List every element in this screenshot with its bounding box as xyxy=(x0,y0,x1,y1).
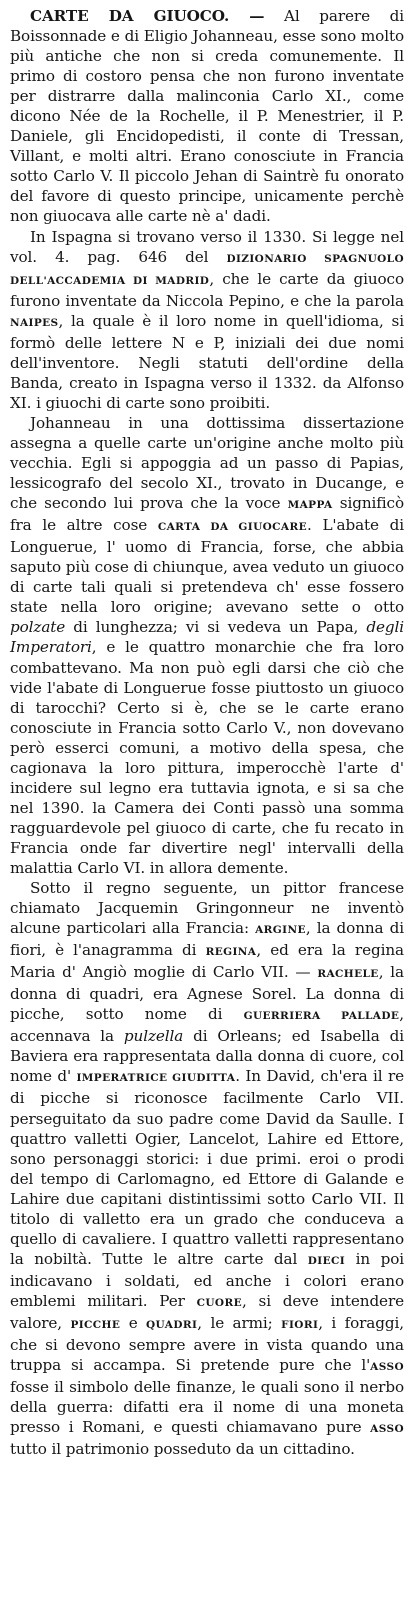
text-run: . In David, ch'era il re di picche si riconosce facilmente Carlo VII. perseguitato da suo padre come David da Saulle. I quattro valletti Ogier, Lancelot, Lahire ed Ettore, sono personaggi storici: i due primi. eroi o prodi del tempo di Carlomagno, ed Ettore di Galande e Lahire due capitani distintissimi sotto Carlo VII. Il titolo di valletto era un grado che conduceva a quello di cavaliere. I quattro valletti rappresentano la nobiltà. Tutte le altre carte dal xyxy=(10,1067,405,1268)
text-run: Sotto il regno seguente, un pittor francese chiamato Jacquemin Gringonneur ne inventò alcune particolari alla Francia: xyxy=(10,879,404,938)
article-body xyxy=(10,6,404,1459)
paragraph-2 xyxy=(10,227,404,413)
small-caps-term: CARTA DA GIUOCARE xyxy=(157,521,308,534)
italic-term: pulzella xyxy=(123,1027,184,1046)
text-run: , la donna di quadri, era Agnese Sorel. La donna di picche, sotto nome di xyxy=(10,963,405,1024)
text-run: , si deve intendere valore, xyxy=(10,1291,404,1332)
text-run: Al parere di Boissonnade e di Eligio Johanneau, esse sono molto più antiche che non si creda comunemente. Il primo di costoro pensa che non furono inventate per distrarre dalla malinconia Carlo XI., come dicono Née de la Rochelle, il P. Menestrier, il P. Daniele, gli Encidopedisti, il conte di Tressan, Villant, e molti altri. Erano conosciute in Francia sotto Carlo V. Il piccolo Jehan di Saintrè fu onorato del favore di questo principe, unicamente perchè non giuocava alle carte nè a' dadi. xyxy=(10,7,404,226)
paragraph-4 xyxy=(10,878,404,1459)
text-run: significò fra le altre cose xyxy=(10,494,404,535)
paragraph-1 xyxy=(10,6,404,227)
small-caps-term: FIORI xyxy=(281,1319,319,1331)
small-caps-term: ASSO xyxy=(370,1361,404,1374)
text-run: di lunghezza; vi si vedeva un Papa, xyxy=(65,618,367,637)
text-run: . L'abate di Longuerue, l' uomo di Francia, forse, che abbia saputo più cose di chiunque, avea veduto un giuoco di carte tali quali si pretendeva ch' esse fossero state nella loro origine; avevano sette o otto xyxy=(10,516,404,617)
text-run: Johanneau in una dottissima dissertazione assegna a quelle carte un'origine anche molto più vecchia. Egli si appoggia ad un passo di Papias, lessicografo del secolo XI., trovato in Ducange, e che secondo lui prova che la voce xyxy=(10,413,404,513)
text-run: e xyxy=(120,1314,147,1332)
text-run: fosse il simbolo delle finanze, le quali sono il nerbo della guerra: difatti era il nome di una moneta presso i Romani, e questi chiamavano pure xyxy=(10,1378,404,1437)
text-run: , le armi; xyxy=(197,1314,282,1332)
text-run: , i foraggi, che si devono sempre avere in vista quando una truppa si accampa. Si pretende pure che l' xyxy=(10,1314,404,1375)
text-run: , la donna di fiori, è l'anagramma di xyxy=(10,919,404,960)
small-caps-term: ASSO xyxy=(370,1423,404,1436)
small-caps-term: PICCHE xyxy=(70,1319,121,1331)
small-caps-term: MAPPA xyxy=(287,499,333,512)
small-caps-term: NAIPES xyxy=(10,316,59,329)
small-caps-term: DIZIONARIO SPAGNUOLO DELL'ACCADEMIA DI MADRID xyxy=(10,252,404,287)
italic-term: polzate xyxy=(10,618,66,637)
small-caps-term: RACHELE xyxy=(317,968,379,981)
small-caps-term: GUERRIERA PALLADE xyxy=(243,1010,400,1023)
text-run: in poi indicavano i soldati, ed anche i colori erano emblemi militari. Per xyxy=(10,1249,404,1310)
text-run: , ed era la regina Maria d' Angiò moglie di Carlo VII. — xyxy=(10,941,404,982)
text-run: , che le carte da giuoco furono inventate da Niccola Pepino, e che la parola xyxy=(10,269,405,310)
text-run: di Orleans; ed Isabella di Baviera era rappresentata dalla donna di cuore, col nome d' xyxy=(10,1027,404,1086)
text-run: , accennava la xyxy=(10,1005,404,1046)
small-caps-term: CUORE xyxy=(196,1296,242,1309)
small-caps-term: REGINA xyxy=(205,946,257,959)
italic-term: degli Imperatori xyxy=(10,618,404,657)
text-run: tutto il patrimonio posseduto da un cittadino. xyxy=(10,1440,355,1459)
small-caps-term: IMPERATRICE GIUDITTA xyxy=(76,1072,236,1085)
small-caps-term: QUADRI xyxy=(146,1319,198,1331)
text-run: , e le quattro monarchie che fra loro combattevano. Ma non può egli darsi che ciò che vide l'abate di Longuerue fosse piuttosto un giuoco di tarocchi? Certo si è, che se le carte erano conosciute in Francia sotto Carlo V., non dovevano però esserci comuni, a motivo della spesa, che cagionava la loro pittura, imperocchè l'arte d' incidere sul legno era tuttavia ignota, e si sa che nel 1390. la Camera dei Conti passò una somma ragguardevole pel giuoco di carte, che fu recato in Francia onde far divertire negl' intervalli della malattia Carlo VI. in allora demente. xyxy=(10,638,404,877)
text-run: In Ispagna si trovano verso il 1330. Si legge nel vol. 4. pag. 646 del xyxy=(10,227,404,266)
text-run: , la quale è il loro nome in quell'idioma, si formò delle lettere N e P, iniziali dei due nomi dell'inventore. Negli statuti dell'ordine della Banda, creato in Ispagna verso il 1332. da Alfonso XI. i giuochi di carte sono proibiti. xyxy=(10,311,404,412)
small-caps-term: ARGINE xyxy=(255,924,306,937)
entry-heading: CARTE DA GIUOCO. — xyxy=(30,7,265,25)
small-caps-term: DIECI xyxy=(307,1254,346,1267)
paragraph-3 xyxy=(10,413,404,878)
